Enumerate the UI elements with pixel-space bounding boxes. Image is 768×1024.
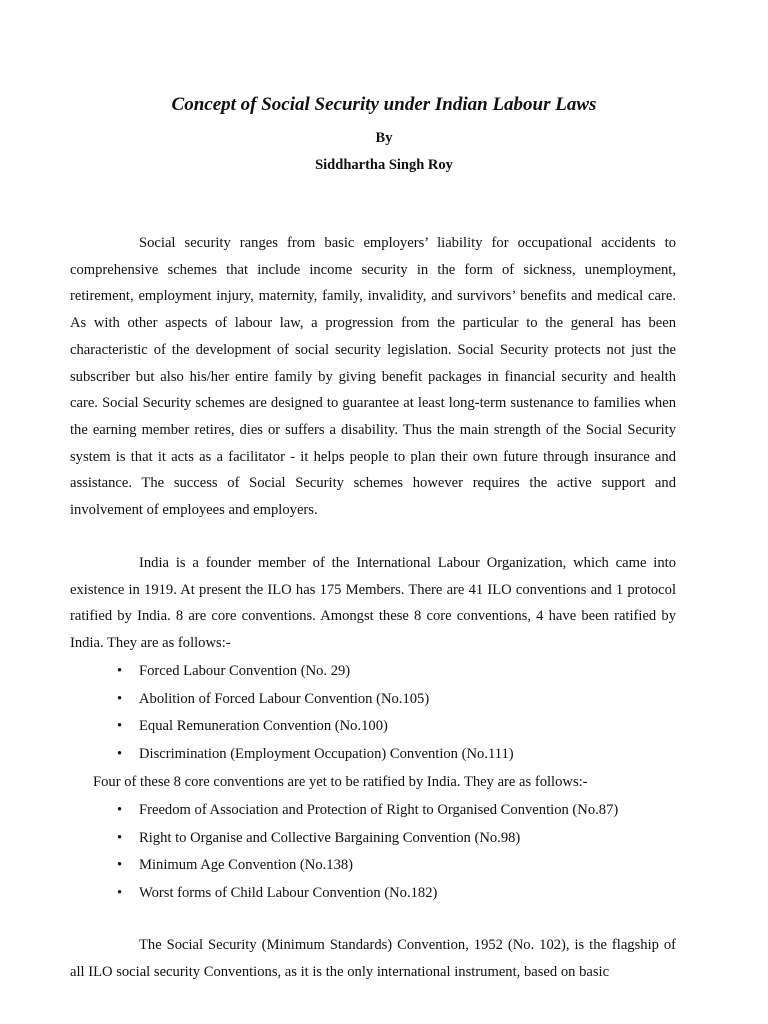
list-item-text: Equal Remuneration Convention (No.100) xyxy=(139,718,388,735)
list-item-text: Abolition of Forced Labour Convention (No.105) xyxy=(139,690,430,707)
bullet-icon: • xyxy=(117,718,123,735)
paragraph-convention-102: The Social Security (Minimum Standards) Convention, 1952 (No. 102), is the flagship of all ILO social security Conventions, as it is the only international instrument, based on basic xyxy=(70,937,676,980)
list-item-text: Minimum Age Convention (No.138) xyxy=(139,857,354,874)
unratified-conventions-list xyxy=(70,797,618,908)
list-item xyxy=(70,825,618,853)
list-item-text: Freedom of Association and Protection of Right to Organised Convention (No.87) xyxy=(139,802,619,818)
ratified-conventions-list xyxy=(70,658,514,769)
list-item-text: Discrimination (Employment Occupation) Convention (No.111) xyxy=(139,746,514,763)
by-label: By xyxy=(375,130,393,146)
bullet-icon: • xyxy=(117,802,123,818)
bullet-icon: • xyxy=(117,829,123,846)
paragraph-ilo-membership: India is a founder member of the International Labour Organization, which came into existence in 1919. At present the ILO has 175 Members. There are 41 ILO conventions and 1 protocol ratified by India. 8 are core conventions. Amongst these 8 core conventions, 4 have been ratified by India. They are as follows:- xyxy=(70,555,676,652)
list-item xyxy=(70,686,514,714)
list-item xyxy=(70,741,514,769)
bullet-icon: • xyxy=(117,663,123,679)
bullet-icon: • xyxy=(117,690,123,707)
list-item xyxy=(70,658,514,686)
paragraph-social-security-intro: Social security ranges from basic employers’ liability for occupational accidents to comprehensive schemes that include income security in the form of sickness, unemployment, retirement, employment injury, maternity, family, invalidity, and survivors’ benefits and medical care. As with other aspects of labour law, a progression from the particular to the general has been characteristic of the development of social security legislation. Social Security protects not just the subscriber but also his/her entire family by giving benefit packages in financial security and health care. Social Security schemes are designed to guarantee at least long-term sustenance to families when the earning member retires, dies or suffers a disability. Thus the main strength of the Social Security system is that it acts as a facilitator - it helps people to plan their own future through insurance and assistance. The success of Social Security schemes however requires the active support and involvement of employees and employers. xyxy=(70,235,676,519)
list-item-text: Worst forms of Child Labour Convention (No.182) xyxy=(139,885,438,902)
bullet-icon: • xyxy=(117,746,123,763)
bullet-icon: • xyxy=(117,857,123,874)
document-title: Concept of Social Security under Indian Labour Laws xyxy=(171,94,597,115)
list-item xyxy=(70,852,618,880)
list-item xyxy=(70,880,618,908)
list-item-text: Forced Labour Convention (No. 29) xyxy=(139,663,351,679)
list-item xyxy=(70,797,618,825)
author-name: Siddhartha Singh Roy xyxy=(315,157,453,173)
unratified-intro: Four of these 8 core conventions are yet to be ratified by India. They are as follows:- xyxy=(93,774,588,790)
list-item-text: Right to Organise and Collective Bargaining Convention (No.98) xyxy=(139,829,521,846)
list-item xyxy=(70,713,514,741)
bullet-icon: • xyxy=(117,885,123,902)
